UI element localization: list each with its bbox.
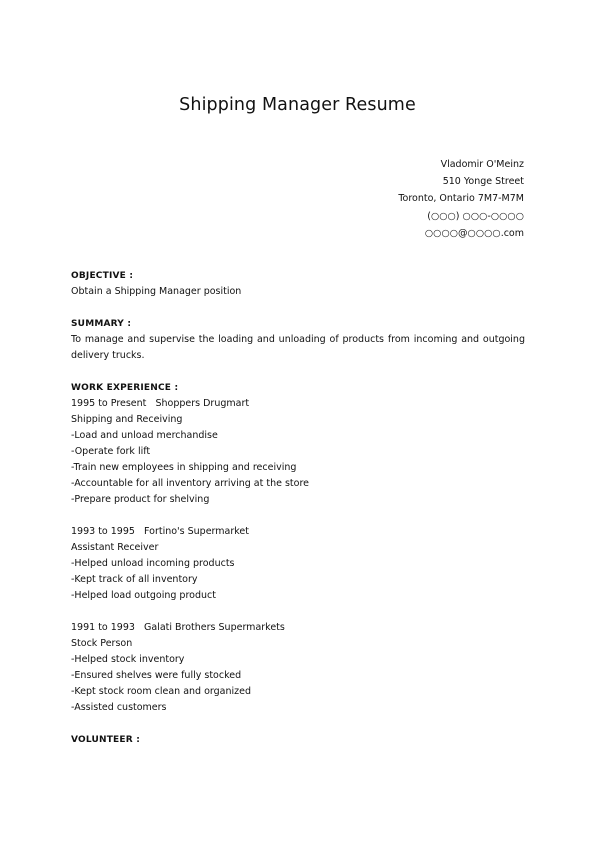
job-duty: -Assisted customers [71,702,167,713]
section-spacer [71,716,525,732]
job-duty: -Kept track of all inventory [71,574,198,585]
job-duty: -Helped stock inventory [71,654,185,665]
contact-phone: (○○○) ○○○-○○○○ [427,210,524,222]
job-dates: 1991 to 1993 [71,622,135,633]
job-company: Fortino's Supermarket [144,526,250,537]
job-duty: -Kept stock room clean and organized [71,686,252,697]
objective-text: Obtain a Shipping Manager position [71,286,242,297]
job-duty: -Helped unload incoming products [71,558,235,569]
job-duty: -Train new employees in shipping and receiving [71,462,297,473]
objective-heading: OBJECTIVE : [71,271,134,281]
job-header [71,620,525,636]
job-role: Assistant Receiver [71,542,159,553]
job-dates: 1995 to Present [71,398,147,409]
job-header [71,396,525,412]
job-dates: 1993 to 1995 [71,526,135,537]
job-duty: -Operate fork lift [71,446,151,457]
job-duty: -Ensured shelves were fully stocked [71,670,242,681]
job-entry [71,396,525,508]
contact-block [398,156,524,242]
contact-street: 510 Yonge Street [442,176,524,188]
summary-heading: SUMMARY : [71,319,132,329]
resume-body [71,268,525,748]
volunteer-heading: VOLUNTEER : [71,735,141,745]
job-role: Shipping and Receiving [71,414,183,425]
job-role: Stock Person [71,638,133,649]
section-spacer [71,300,525,316]
contact-name: Vladomir O'Meinz [440,159,524,170]
summary-text: To manage and supervise the loading and unloading of products from incoming and outgoing delivery trucks. [71,334,525,361]
job-entry [71,524,525,604]
job-duty: -Prepare product for shelving [71,494,210,505]
contact-city: Toronto, Ontario 7M7-M7M [398,193,524,205]
section-spacer [71,508,525,524]
work-experience-heading: WORK EXPERIENCE : [71,383,179,393]
job-duty: -Accountable for all inventory arriving at the store [71,478,310,489]
job-entry [71,620,525,716]
section-spacer [71,604,525,620]
job-company: Shoppers Drugmart [155,398,250,409]
job-header [71,524,525,540]
job-duty: -Load and unload merchandise [71,430,218,441]
job-duty: -Helped load outgoing product [71,590,216,601]
section-spacer [71,364,525,380]
contact-email: ○○○○@○○○○.com [424,227,524,239]
job-company: Galati Brothers Supermarkets [144,622,285,633]
document-title: Shipping Manager Resume [179,95,416,115]
